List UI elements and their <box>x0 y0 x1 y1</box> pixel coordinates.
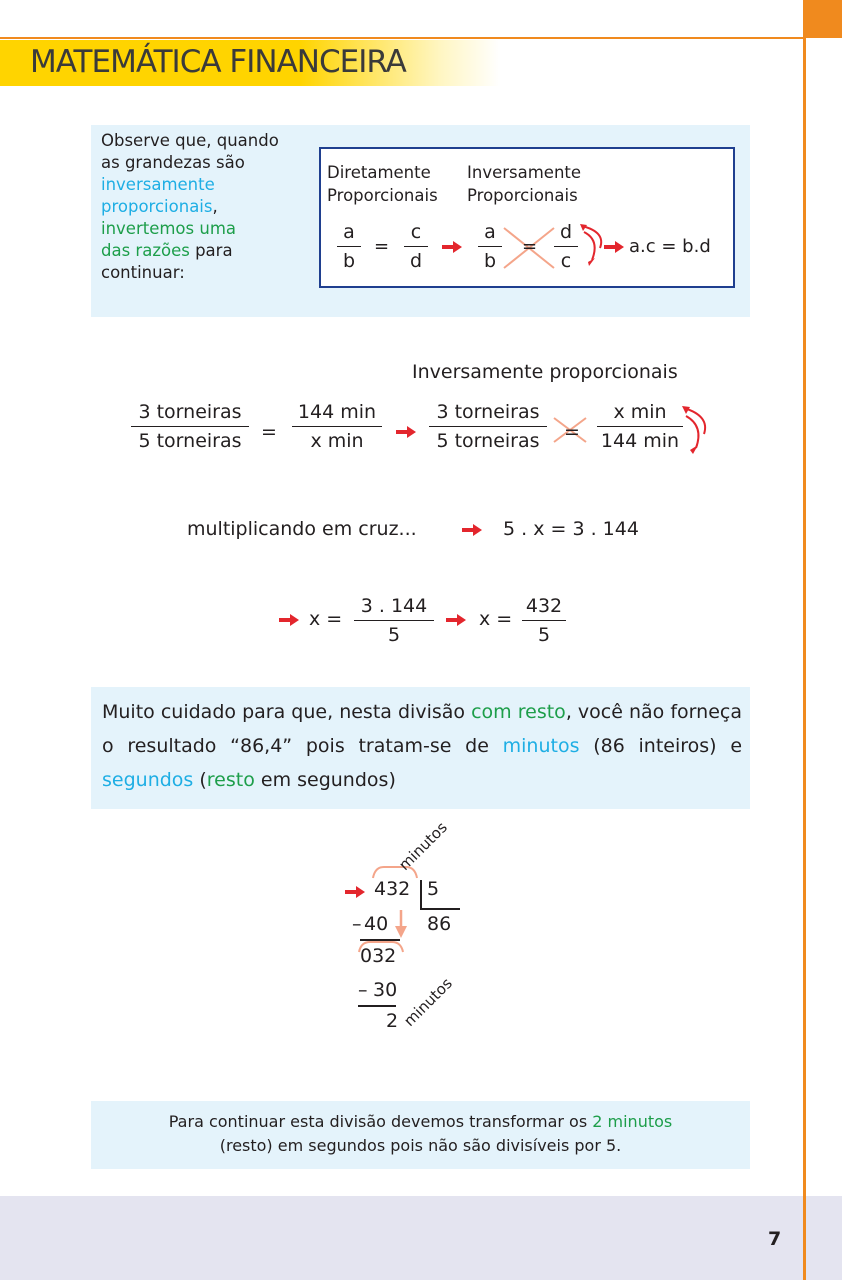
warning-highlight: com resto <box>471 701 566 723</box>
problem-fraction <box>597 400 683 453</box>
down-arrow-icon <box>394 908 408 940</box>
numerator: 3 . 144 <box>354 594 434 621</box>
warning-span: ( <box>193 769 207 791</box>
warning-span: em segundos) <box>254 769 396 791</box>
warning-text <box>102 695 742 797</box>
division-label-bottom: minutos <box>400 974 456 1030</box>
rule-col2-sub: Proporcionais <box>467 186 578 205</box>
note-line: , <box>212 197 218 216</box>
denominator: d <box>409 250 423 272</box>
top-rule <box>0 37 806 39</box>
warning-highlight: segundos <box>102 769 194 791</box>
side-rule <box>803 0 806 1280</box>
numerator: 3 torneiras <box>429 400 547 427</box>
note-highlight: 2 minutos <box>592 1112 673 1131</box>
rule-fraction <box>478 220 502 273</box>
right-arrow-icon <box>441 240 463 254</box>
note-span: Para continuar esta divisão devemos transformar os <box>168 1112 593 1131</box>
rule-fraction <box>554 220 578 273</box>
numerator: a <box>337 220 361 247</box>
note-text <box>101 130 311 284</box>
right-arrow-icon <box>344 885 366 899</box>
numerator: c <box>404 220 428 247</box>
footer-band <box>0 1196 842 1280</box>
subtraction-line <box>358 1005 396 1007</box>
right-arrow-icon <box>603 240 625 254</box>
minus-sign: – <box>352 913 362 935</box>
warning-span: (86 inteiros) e <box>579 735 743 757</box>
division-label-top: minutos <box>395 818 451 874</box>
right-arrow-icon <box>278 613 300 627</box>
denominator: 5 <box>537 624 551 646</box>
corner-tab <box>806 0 842 38</box>
result-fraction <box>522 594 566 647</box>
note-highlight: invertemos uma <box>101 219 237 238</box>
equals-sign: = <box>522 236 538 257</box>
note-line: para <box>189 241 233 260</box>
cross-equation: 5 . x = 3 . 144 <box>503 518 639 540</box>
denominator: 5 torneiras <box>138 430 242 452</box>
equals-sign: = <box>374 236 390 257</box>
quotient: 86 <box>427 913 452 935</box>
x-equals: x = <box>309 608 343 630</box>
right-arrow-icon <box>395 425 417 439</box>
numerator: 432 <box>522 594 566 621</box>
rule-fraction <box>404 220 428 273</box>
note-bottom-text <box>91 1110 750 1158</box>
cross-multiply-text: multiplicando em cruz... <box>187 518 417 540</box>
subtrahend-2: 30 <box>373 979 398 1001</box>
x-equals: x = <box>479 608 513 630</box>
problem-fraction <box>131 400 249 453</box>
warning-span: , você não forneça o resultado “86,4” pois tratam-se de <box>102 701 742 757</box>
denominator: 5 torneiras <box>436 430 540 452</box>
denominator: 144 min <box>600 430 680 452</box>
denominator: b <box>483 250 497 272</box>
warning-highlight: resto <box>206 769 255 791</box>
note-highlight: das razões <box>101 241 190 260</box>
problem-label: Inversamente proporcionais <box>412 361 678 383</box>
side-rule <box>803 1196 806 1280</box>
remainder: 2 <box>386 1010 399 1032</box>
numerator: d <box>554 220 578 247</box>
denominator: 5 <box>387 624 401 646</box>
denominator: x min <box>310 430 364 452</box>
rule-col2-label: Inversamente <box>467 163 582 182</box>
dividend: 432 <box>374 878 411 900</box>
numerator: a <box>478 220 502 247</box>
minus-sign: – <box>358 979 368 1001</box>
note-line: Observe que, quando <box>101 131 279 150</box>
invert-arrows-icon <box>680 404 712 456</box>
partial-dividend: 032 <box>360 945 397 967</box>
numerator: 3 torneiras <box>131 400 249 427</box>
note-highlight: proporcionais <box>101 197 213 216</box>
rule-col1-sub: Proporcionais <box>327 186 438 205</box>
page-title: MATEMÁTICA FINANCEIRA <box>30 44 406 80</box>
numerator: 144 min <box>292 400 382 427</box>
rule-fraction <box>337 220 361 273</box>
division-bracket-horizontal <box>420 908 460 910</box>
result-fraction <box>354 594 434 647</box>
problem-fraction <box>429 400 547 453</box>
note-highlight: inversamente <box>101 175 215 194</box>
note-line: continuar: <box>101 263 185 282</box>
warning-highlight: minutos <box>502 735 580 757</box>
denominator: b <box>342 250 356 272</box>
subtrahend-1: 40 <box>364 913 389 935</box>
right-arrow-icon <box>445 613 467 627</box>
denominator: c <box>560 250 572 272</box>
warning-span: Muito cuidado para que, nesta divisão <box>102 701 472 723</box>
rule-result: a.c = b.d <box>629 236 711 257</box>
rule-col1-label: Diretamente <box>327 163 431 182</box>
problem-fraction <box>292 400 382 453</box>
note-span: (resto) em segundos pois não são divisíveis por 5. <box>219 1136 622 1155</box>
divisor: 5 <box>427 878 440 900</box>
division-bracket-vertical <box>420 880 422 910</box>
equals-sign: = <box>261 421 277 443</box>
equals-sign: = <box>564 421 580 443</box>
page-number: 7 <box>768 1228 782 1250</box>
numerator: x min <box>597 400 683 427</box>
note-line: as grandezas são <box>101 153 245 172</box>
right-arrow-icon <box>461 523 483 537</box>
